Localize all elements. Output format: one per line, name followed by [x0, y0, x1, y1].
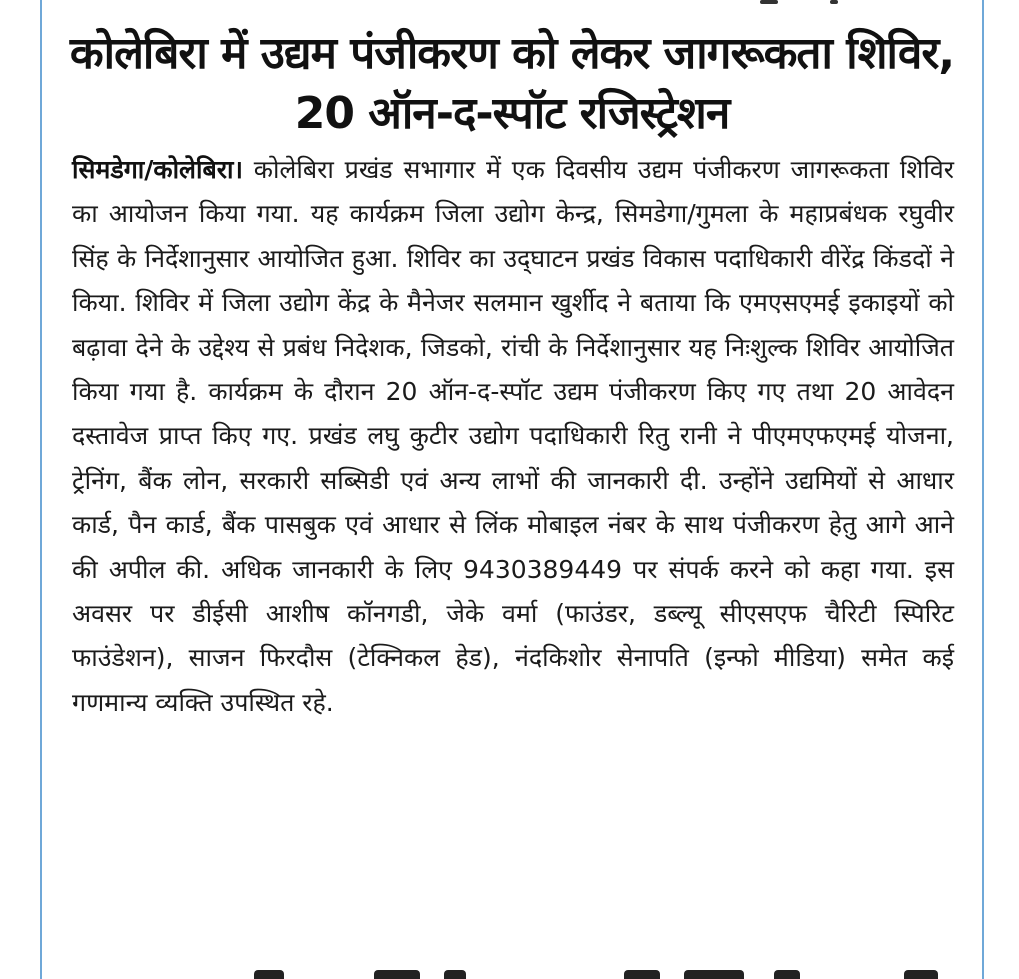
column-rule-right	[982, 0, 984, 979]
clipped-text-bottom-fragment	[44, 966, 980, 979]
dateline: सिमडेगा/कोलेबिरा।	[72, 155, 243, 184]
article-body-text: कोलेबिरा प्रखंड सभागार में एक दिवसीय उद्यम पंजीकरण जागरूकता शिविर का आयोजन किया गया. यह कार्यक्रम जिला उद्योग केन्द्र, सिमडेगा/गुमला के महाप्रबंधक रघुवीर सिंह के निर्देशानुसार आयोजित हुआ. शिविर का उद्‌घाटन प्रखंड विकास पदाधिकारी वीरेंद्र किंडदों ने किया. शिविर में जिला उद्योग केंद्र के मैनेजर सलमान खुर्शीद ने बताया कि एमएसएमई इकाइयों को बढ़ावा देने के उद्देश्य से प्रबंध निदेशक, जिडको, रांची के निर्देशानुसार यह निःशुल्क शिविर आयोजित किया गया है. कार्यक्रम के दौरान 20 ऑन-द-स्पॉट उद्यम पंजीकरण किए गए तथा 20 आवेदन दस्तावेज प्राप्त किए गए. प्रखंड लघु कुटीर उद्योग पदाधिकारी रितु रानी ने पीएमएफएमई योजना, ट्रेनिंग, बैंक लोन, सरकारी सब्सिडी एवं अन्य लाभों की जानकारी दी. उन्होंने उद्यमियों से आधार कार्ड, पैन कार्ड, बैंक पासबुक एवं आधार से लिंक मोबाइल नंबर के साथ पंजीकरण हेतु आगे आने की अपील की. अधिक जानकारी के लिए 9430389449 पर संपर्क करने को कहा गया. इस अवसर पर डीईसी आशीष कॉनगडी, जेके वर्मा (फाउंडर, डब्ल्यू सीएसएफ चैरिटी स्पिरिट फाउंडेशन), साजन फिरदौस (टेक्निकल हेड), नंदकिशोर सेनापति (इन्फो मीडिया) समेत कई गणमान्य व्यक्ति उपस्थित रहे.	[72, 155, 954, 717]
headline: कोलेबिरा में उद्यम पंजीकरण को लेकर जागरूकता शिविर, 20 ऑन-द-स्पॉट रजिस्ट्रेशन	[69, 28, 955, 139]
news-clipping	[44, 0, 980, 979]
column-rule-left	[40, 0, 42, 979]
article-body	[44, 148, 980, 725]
